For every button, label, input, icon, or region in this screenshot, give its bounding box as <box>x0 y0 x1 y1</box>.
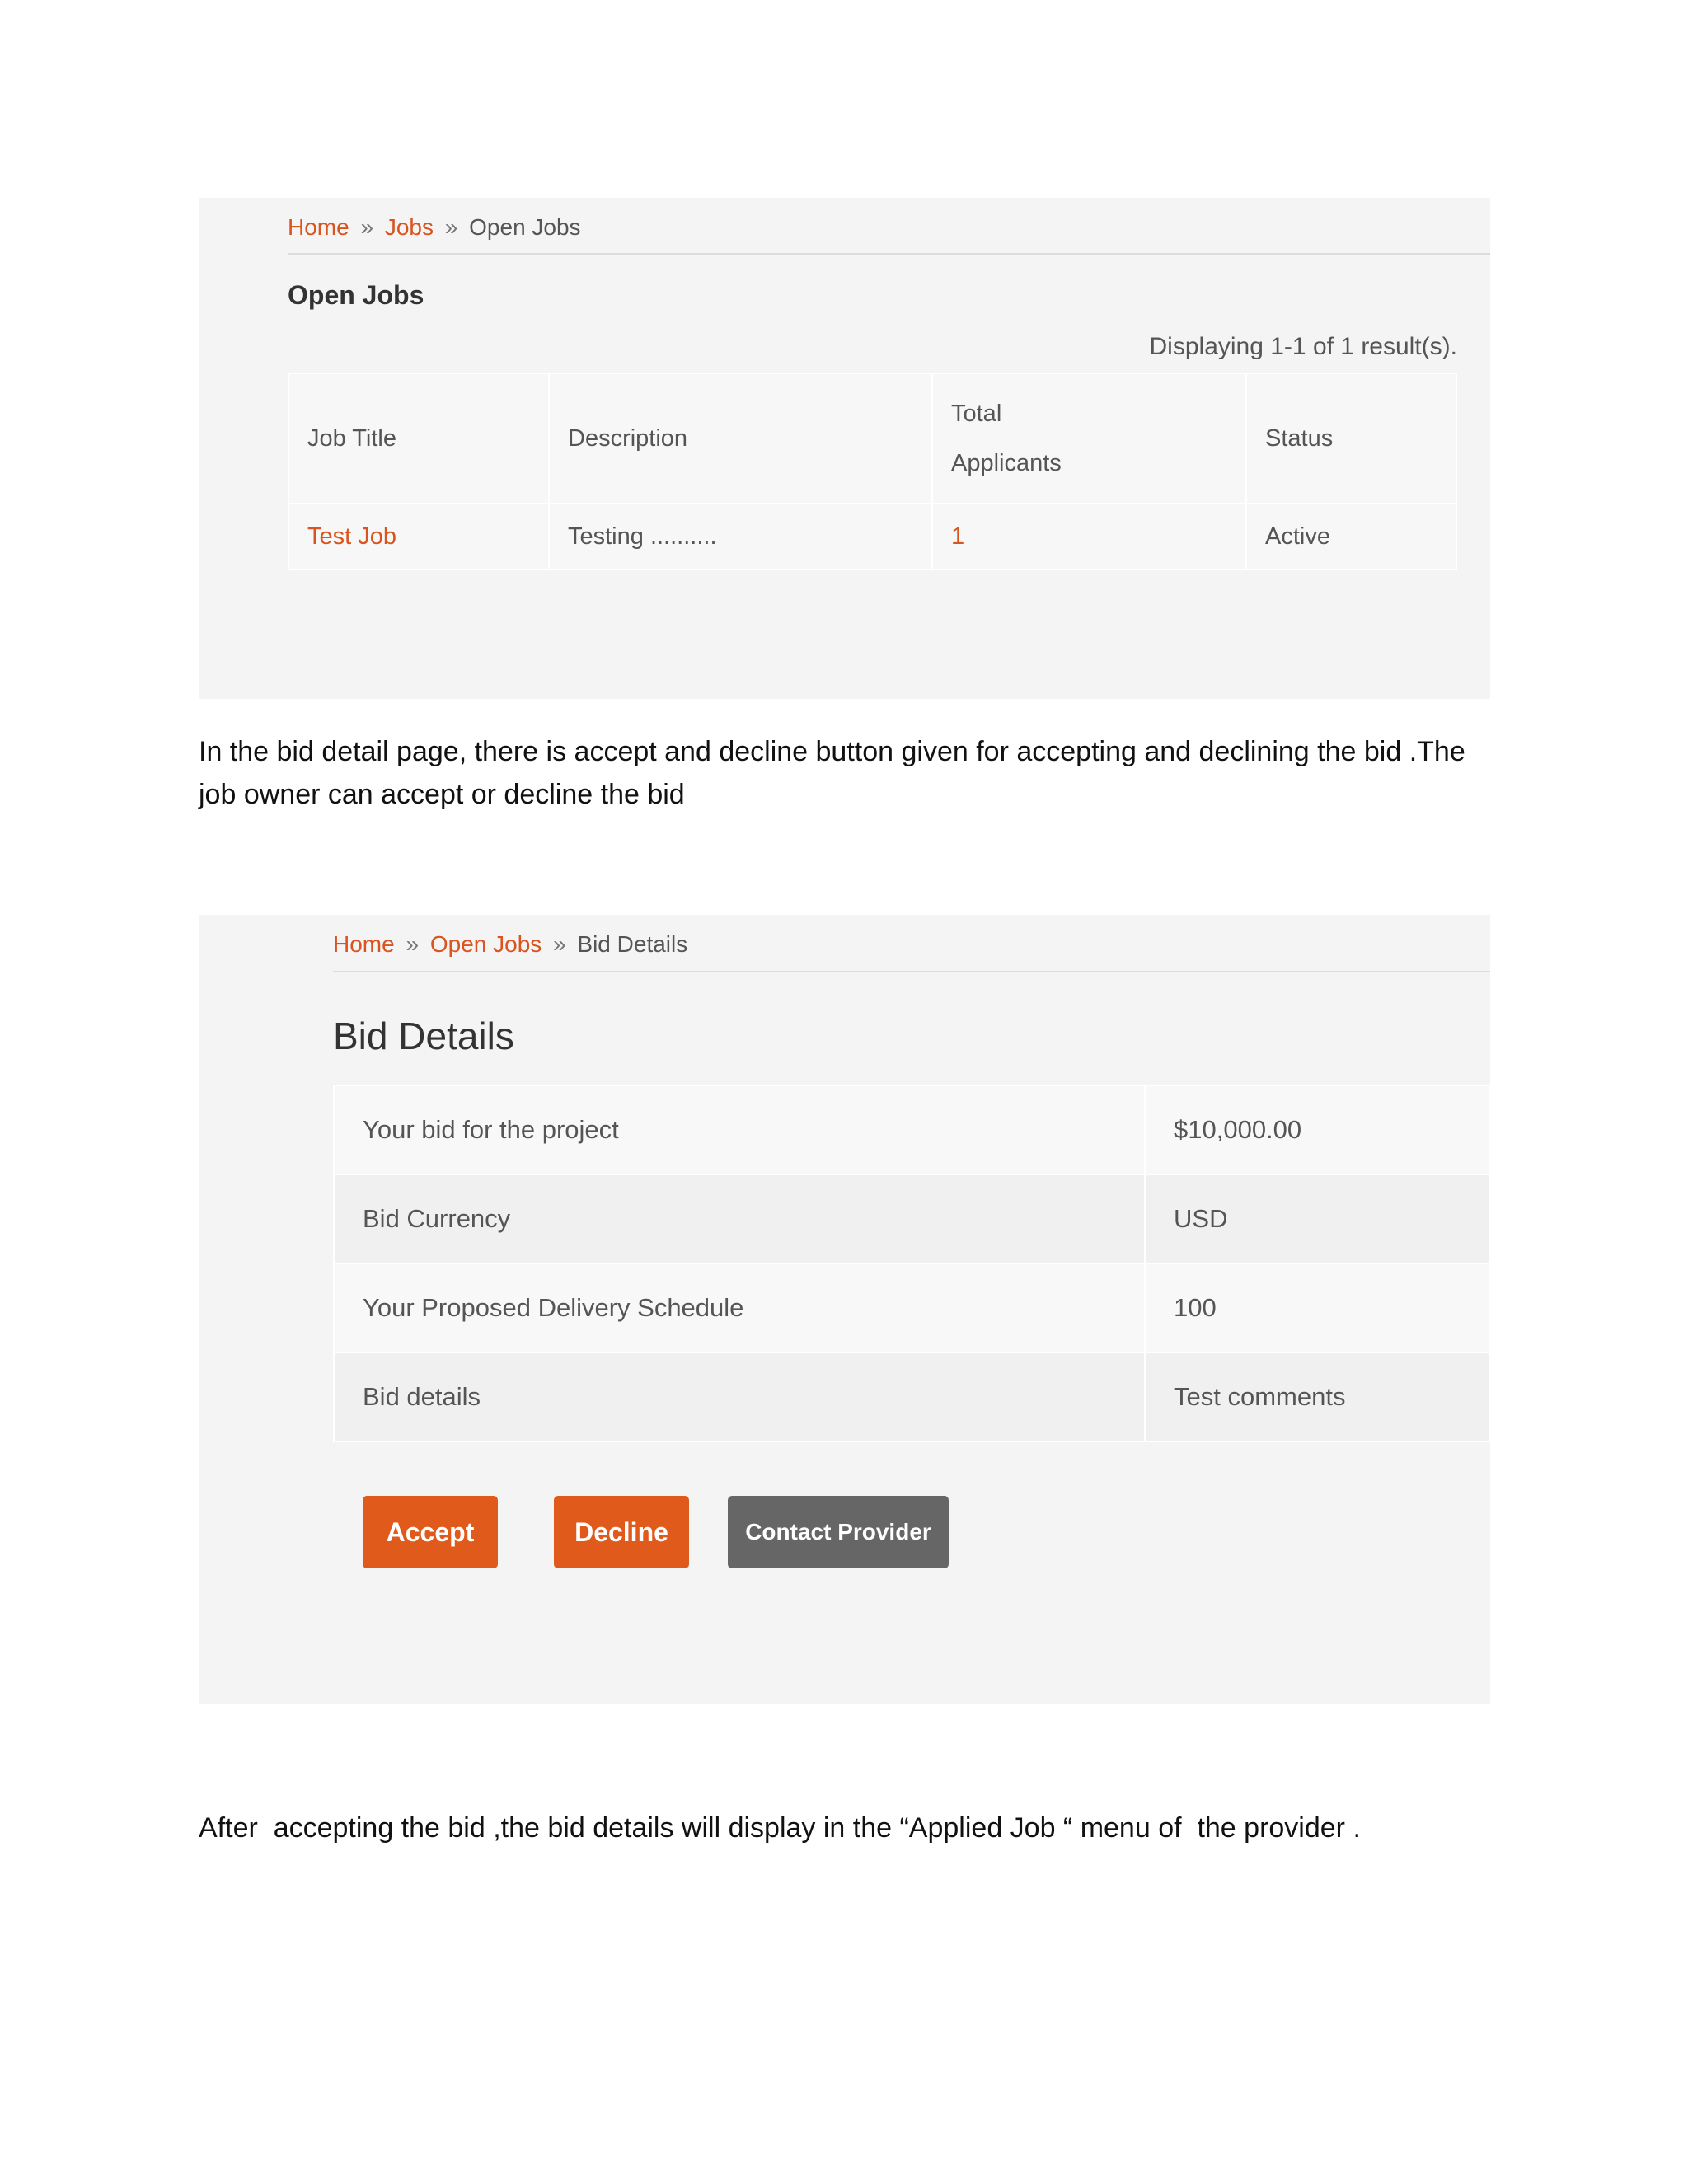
column-header-description[interactable]: Description <box>549 373 932 504</box>
breadcrumb-jobs-link[interactable]: Jobs <box>384 214 434 240</box>
breadcrumb-separator: » <box>553 931 566 957</box>
breadcrumb-separator: » <box>406 931 420 957</box>
description-cell: Testing .......... <box>549 504 932 569</box>
table-row <box>334 1352 1489 1441</box>
bid-amount-value: $10,000.00 <box>1145 1085 1489 1174</box>
contact-provider-button[interactable]: Contact Provider <box>728 1496 949 1568</box>
column-header-job-title[interactable]: Job Title <box>288 373 549 504</box>
column-header-total-applicants[interactable] <box>932 373 1246 504</box>
breadcrumb-home-link[interactable]: Home <box>288 214 349 240</box>
breadcrumb-separator: » <box>360 214 374 240</box>
page-title: Bid Details <box>333 1015 514 1057</box>
result-summary: Displaying 1-1 of 1 result(s). <box>1149 333 1457 360</box>
table-row <box>334 1174 1489 1263</box>
delivery-schedule-label: Your Proposed Delivery Schedule <box>334 1263 1145 1352</box>
applicants-cell <box>932 504 1246 569</box>
delivery-schedule-value: 100 <box>1145 1263 1489 1352</box>
bid-currency-value: USD <box>1145 1174 1489 1263</box>
job-title-cell <box>288 504 549 569</box>
body-paragraph-1: In the bid detail page, there is accept and decline button given for accepting and declining the bid .The job owner can accept or decline the bid <box>199 736 1465 810</box>
bid-comments-label: Bid details <box>334 1352 1145 1441</box>
bid-currency-label: Bid Currency <box>334 1174 1145 1263</box>
body-paragraph-2: After accepting the bid ,the bid details will display in the “Applied Job “ menu of the provider . <box>199 1812 1361 1844</box>
breadcrumb-home-link[interactable]: Home <box>333 931 395 957</box>
page-title: Open Jobs <box>288 280 424 310</box>
breadcrumb-current: Bid Details <box>577 931 688 957</box>
breadcrumb-current: Open Jobs <box>469 214 581 240</box>
bid-details-screenshot <box>199 915 1490 1704</box>
bid-details-table <box>333 1085 1490 1442</box>
breadcrumb-separator: » <box>444 214 458 240</box>
table-header-row <box>288 373 1456 504</box>
column-header-total-applicants-line1: Total <box>951 401 1002 427</box>
table-row <box>334 1263 1489 1352</box>
table-row <box>288 504 1456 569</box>
applicants-count-link[interactable]: 1 <box>951 523 965 550</box>
open-jobs-table <box>288 373 1457 570</box>
bid-comments-value: Test comments <box>1145 1352 1489 1441</box>
job-title-link[interactable]: Test Job <box>307 523 396 550</box>
decline-button[interactable]: Decline <box>554 1496 689 1568</box>
column-header-status[interactable]: Status <box>1246 373 1456 504</box>
column-header-total-applicants-line2: Applicants <box>951 450 1062 476</box>
breadcrumb <box>333 915 1490 972</box>
breadcrumb-open-jobs-link[interactable]: Open Jobs <box>429 931 542 957</box>
accept-button[interactable]: Accept <box>363 1496 498 1568</box>
open-jobs-screenshot <box>199 198 1490 699</box>
bid-amount-label: Your bid for the project <box>334 1085 1145 1174</box>
table-row <box>334 1085 1489 1174</box>
breadcrumb <box>288 198 1490 255</box>
status-cell: Active <box>1246 504 1456 569</box>
